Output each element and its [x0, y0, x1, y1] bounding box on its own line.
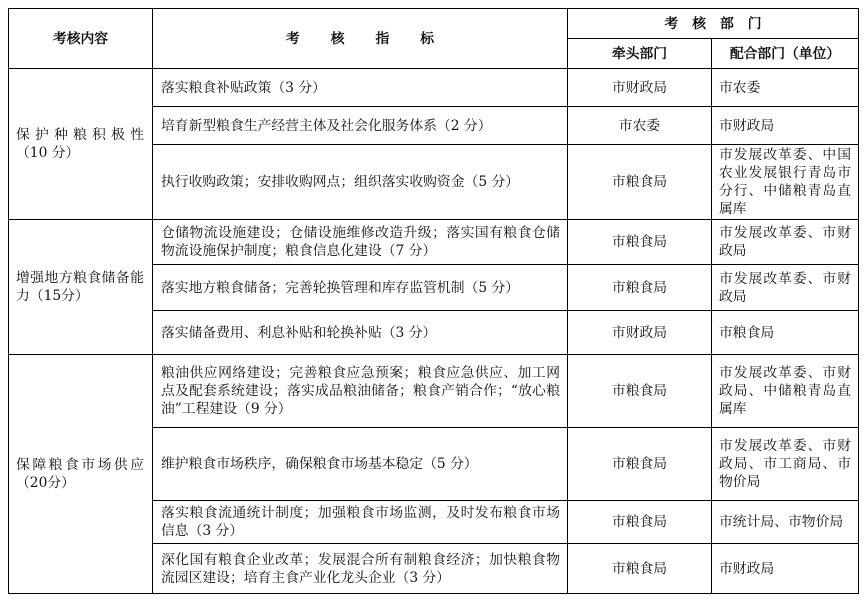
cooperating-department-cell: 市发展改革委、市财政局: [712, 220, 859, 265]
table-row: [9, 355, 859, 428]
group-label: 保护种粮积极性: [16, 127, 144, 143]
table-row: [9, 69, 859, 107]
cooperating-department-cell: 市财政局: [712, 107, 859, 145]
indicator-cell: 落实粮食流通统计制度；加强粮食市场监测，及时发布粮食市场信息（3 分）: [153, 501, 568, 544]
group-label-cell: [9, 69, 153, 220]
header-coop-cell: 配合部门（单位）: [712, 39, 859, 69]
indicator-cell: 仓储物流设施建设；仓储设施维修改造升级；落实国有粮食仓储物流设施保护制度；粮食信息化建设（7 分）: [153, 220, 568, 265]
lead-department-cell: 市财政局: [568, 311, 712, 355]
assessment-table: [8, 8, 859, 594]
group-label-cell: [9, 220, 153, 355]
cooperating-department-cell: 市发展改革委、市财政局、市工商局、市物价局: [712, 428, 859, 501]
cooperating-department-cell: 市财政局: [712, 544, 859, 594]
table-row: [9, 220, 859, 265]
header-content-label: 考核内容: [52, 30, 109, 47]
cooperating-department-cell: 市粮食局: [712, 311, 859, 355]
lead-department-cell: 市粮食局: [568, 265, 712, 311]
indicator-cell: 深化国有粮食企业改革；发展混合所有制粮食经济；加快粮食物流园区建设；培育主食产业化龙头企业（3 分）: [153, 544, 568, 594]
indicator-cell: 粮油供应网络建设；完善粮食应急预案；粮食应急供应、加工网点及配套系统建设；落实成品粮油储备；粮食产销合作；“放心粮油”工程建设（9 分）: [153, 355, 568, 428]
header-department-label: 考核部门: [664, 15, 776, 32]
lead-department-cell: 市粮食局: [568, 544, 712, 594]
cooperating-department-cell: 市发展改革委、市财政局: [712, 265, 859, 311]
lead-department-cell: 市粮食局: [568, 145, 712, 220]
header-row: [9, 9, 859, 39]
cooperating-department-cell: 市统计局、市物价局: [712, 501, 859, 544]
header-indicator-cell: [153, 9, 568, 69]
indicator-cell: 落实地方粮食储备；完善轮换管理和库存监管机制（5 分）: [153, 265, 568, 311]
indicator-cell: 执行收购政策；安排收购网点；组织落实收购资金（5 分）: [153, 145, 568, 220]
lead-department-cell: 市财政局: [568, 69, 712, 107]
group-label: 保障粮食市场供应: [16, 457, 144, 473]
lead-department-cell: 市粮食局: [568, 355, 712, 428]
cooperating-department-cell: 市农委: [712, 69, 859, 107]
header-lead-cell: 牵头部门: [568, 39, 712, 69]
indicator-cell: 维护粮食市场秩序，确保粮食市场基本稳定（5 分）: [153, 428, 568, 501]
header-department-cell: [568, 9, 859, 39]
cooperating-department-cell: 市发展改革委、中国农业发展银行青岛市分行、中储粮青岛直属库: [712, 145, 859, 220]
lead-department-cell: 市粮食局: [568, 428, 712, 501]
indicator-cell: 落实粮食补贴政策（3 分）: [153, 69, 568, 107]
indicator-cell: 培育新型粮食生产经营主体及社会化服务体系（2 分）: [153, 107, 568, 145]
lead-department-cell: 市粮食局: [568, 220, 712, 265]
group-label: 增强地方粮食储备能力: [16, 270, 144, 304]
lead-department-cell: 市农委: [568, 107, 712, 145]
group-score: （10 分）: [16, 145, 80, 161]
group-score: （20分）: [16, 475, 75, 491]
group-score: （15分）: [29, 288, 89, 304]
lead-department-cell: 市粮食局: [568, 501, 712, 544]
header-indicator-label: 考核指标: [285, 30, 466, 47]
indicator-cell: 落实储备费用、利息补贴和轮换补贴（3 分）: [153, 311, 568, 355]
header-content-cell: [9, 9, 153, 69]
cooperating-department-cell: 市发展改革委、市财政局、中储粮青岛直属库: [712, 355, 859, 428]
group-label-cell: [9, 355, 153, 594]
